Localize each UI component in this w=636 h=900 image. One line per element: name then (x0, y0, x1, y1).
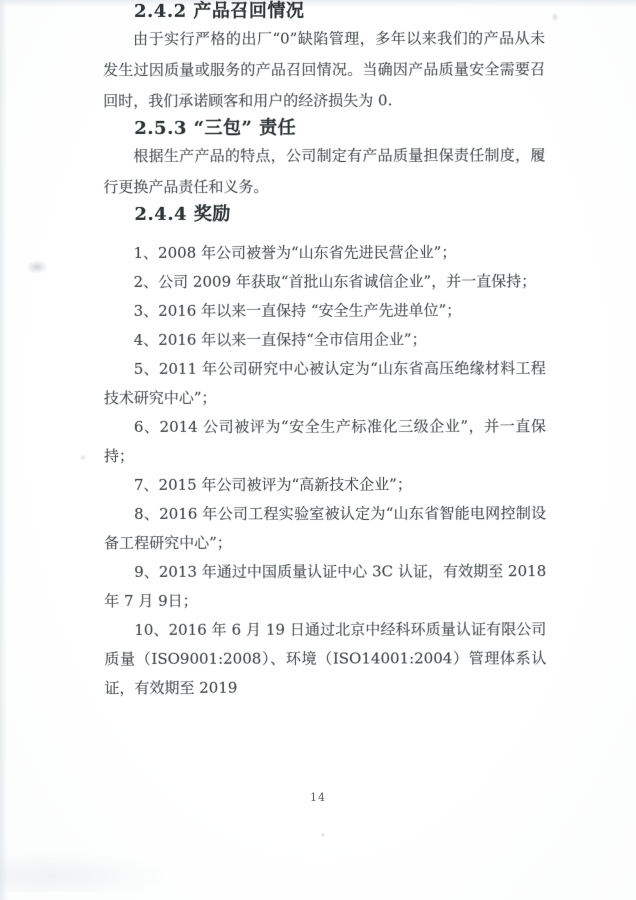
scan-streak (0, 852, 170, 892)
scan-speck (79, 454, 87, 461)
page-content (103, 0, 546, 703)
section-heading-sanbao-liability: 2.5.3 “三包” 责任 (134, 117, 297, 139)
award-list-item-8: 8、2016 年公司工程实验室被认定为“山东省智能电网控制设备工程研究中心”； (104, 504, 547, 552)
award-list-item-5: 5、2011 年公司研究中心被认定为“山东省高压绝缘材料工程技术研究中心”； (103, 359, 546, 407)
award-list-item-1: 1、2008 年公司被誉为“山东省先进民营企业”； (133, 243, 457, 262)
award-list-item-7: 7、2015 年公司被评为“高新技术企业”； (133, 475, 412, 494)
scan-speck (551, 12, 559, 22)
section-heading-awards: 2.4.4 奖励 (134, 203, 231, 225)
award-list-item-9: 9、2013 年通过中国质量认证中心 3C 认证，有效期至 2018 年 7 月 9日； (104, 562, 547, 610)
paragraph-sanbao-liability: 根据生产产品的特点，公司制定有产品质量担保责任制度，履行更换产品责任和义务。 (103, 146, 546, 196)
page-number: 14 (310, 791, 326, 804)
scan-smudge (26, 260, 48, 274)
award-list-item-10: 10、2016 年 6 月 19 日通过北京中经科环质量认证有限公司质量（ISO9001:2008）、环境（ISO14001:2004）管理体系认证，有效期至 2019 (104, 620, 547, 697)
award-list-item-2: 2、公司 2009 年获取“首批山东省诚信企业”，并一直保持； (133, 272, 537, 291)
award-list-item-4: 4、2016 年以来一直保持“全市信用企业”； (133, 330, 427, 349)
paragraph-product-recall: 由于实行严格的出厂“0”缺陷管理，多年以来我们的产品从未发生过因质量或服务的产品召回情况。当确因产品质量安全需要召回时，我们承诺顾客和用户的经济损失为 0. (103, 29, 546, 110)
award-list-item-6: 6、2014 公司被评为“安全生产标准化三级企业”，并一直保持； (103, 417, 546, 465)
section-heading-product-recall: 2.4.2 产品召回情况 (134, 0, 305, 22)
scan-speck (321, 833, 325, 837)
award-list-item-3: 3、2016 年以来一直保持 “安全生产先进单位”； (133, 301, 462, 320)
awards-list (104, 238, 547, 703)
